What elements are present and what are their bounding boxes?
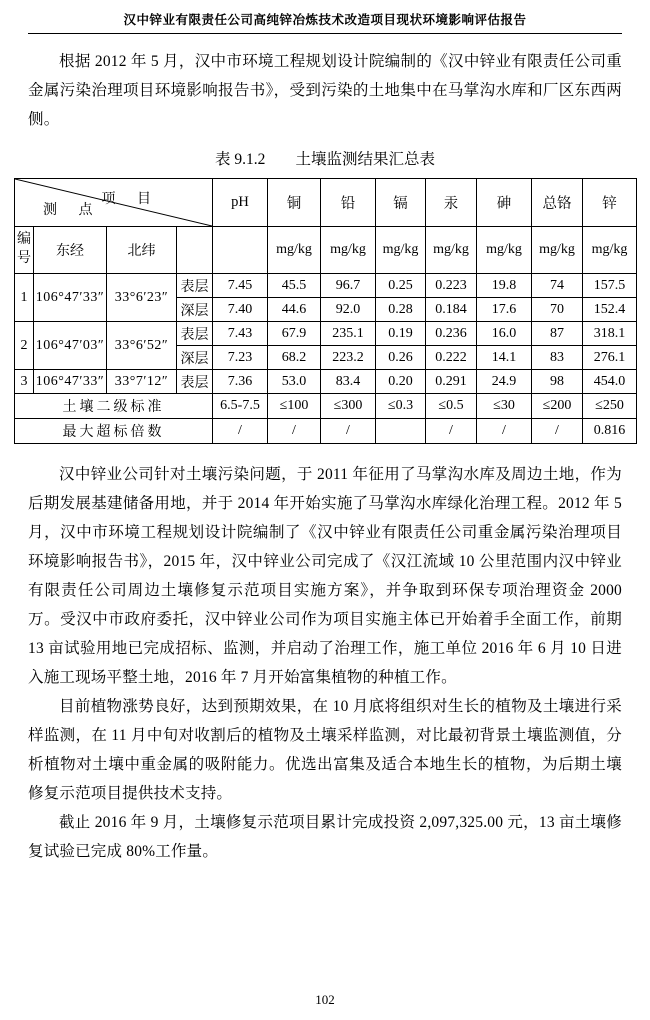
value-cell: 0.223 (426, 274, 477, 298)
value-cell: 44.6 (268, 298, 321, 322)
unit-cell: mg/kg (321, 227, 376, 274)
value-cell: 7.23 (213, 346, 268, 370)
table-header-row-2 (15, 227, 637, 274)
standard-value: ≤0.5 (426, 394, 477, 419)
unit-cell: mg/kg (268, 227, 321, 274)
value-cell: 14.1 (477, 346, 532, 370)
standard-value: ≤30 (477, 394, 532, 419)
standard-value: ≤100 (268, 394, 321, 419)
value-cell: 454.0 (583, 370, 637, 394)
table-header-row-1 (15, 179, 637, 227)
value-cell: 83.4 (321, 370, 376, 394)
diagonal-label-point: 测 点 (43, 203, 102, 218)
site3-surface-row (15, 370, 637, 394)
value-cell: 70 (532, 298, 583, 322)
exceed-row-label: 最大超标倍数 (15, 419, 213, 444)
unit-cell: mg/kg (583, 227, 637, 274)
value-cell: 0.184 (426, 298, 477, 322)
exceed-row (15, 419, 637, 444)
layer-label: 表层 (177, 274, 213, 298)
site-longitude: 106°47′33″ (34, 370, 107, 394)
value-cell: 7.43 (213, 322, 268, 346)
value-cell: 0.222 (426, 346, 477, 370)
value-cell: 45.5 (268, 274, 321, 298)
standard-value: ≤0.3 (376, 394, 426, 419)
column-header-copper: 铜 (268, 179, 321, 227)
value-cell: 7.40 (213, 298, 268, 322)
table-caption (28, 147, 622, 169)
column-header-ph: pH (213, 179, 268, 227)
site-longitude: 106°47′33″ (34, 274, 107, 322)
value-cell: 0.19 (376, 322, 426, 346)
exceed-value: / (213, 419, 268, 444)
column-header-cadmium: 镉 (376, 179, 426, 227)
soil-monitoring-table (14, 178, 637, 444)
value-cell: 223.2 (321, 346, 376, 370)
value-cell: 318.1 (583, 322, 637, 346)
paragraph-remediation-history: 汉中锌业公司针对土壤污染问题，于 2011 年征用了马掌沟水库及周边土地，作为后期发展基建储备用地，并于 2014 年开始实施了马掌沟水库绿化治理工程。2012 年 5 月，汉中市环境工程规划设计院编制了《汉中锌业有限责任公司重金属污染治理项目环境影响报告书》，2015 年，汉中锌业公司完成了《汉江流域 10 公里范围内汉中锌业有限责任公司周边土壤修复示范项目实施方案》，并争取到环保专项治理资金 2000 万。受汉中市政府委托，汉中锌业公司作为项目实施主体已开始着手全面工作，前期 13 亩试验用地已完成招标、监测，并启动了治理工作，施工单位 2016 年 6 月 10 日进入施工现场平整土地，2016 年 7 月开始富集植物的种植工作。 (28, 466, 622, 686)
value-cell: 0.20 (376, 370, 426, 394)
diagonal-header-cell (15, 179, 213, 227)
diagonal-label-item: 项 目 (101, 192, 160, 207)
value-cell: 92.0 (321, 298, 376, 322)
value-cell: 17.6 (477, 298, 532, 322)
unit-cell: mg/kg (426, 227, 477, 274)
value-cell: 74 (532, 274, 583, 298)
value-cell: 7.36 (213, 370, 268, 394)
value-cell: 7.45 (213, 274, 268, 298)
value-cell: 87 (532, 322, 583, 346)
unit-cell (213, 227, 268, 274)
running-head-title: 汉中锌业有限责任公司高纯锌冶炼技术改造项目现状环境影响评估报告 (28, 6, 622, 34)
value-cell: 19.8 (477, 274, 532, 298)
unit-cell: mg/kg (532, 227, 583, 274)
paragraph-intro: 根据 2012 年 5 月，汉中市环境工程规划设计院编制的《汉中锌业有限责任公司重金属污染治理项目环境影响报告书》，受到污染的土地集中在马掌沟水库和厂区东西两侧。 (28, 53, 622, 128)
value-cell: 83 (532, 346, 583, 370)
exceed-value: / (477, 419, 532, 444)
row-header-layer-blank (177, 227, 213, 274)
standard-row (15, 394, 637, 419)
site-id: 1 (15, 274, 34, 322)
value-cell: 16.0 (477, 322, 532, 346)
table-caption-title: 土壤监测结果汇总表 (295, 151, 435, 168)
layer-label: 表层 (177, 322, 213, 346)
site-longitude: 106°47′03″ (34, 322, 107, 370)
row-header-longitude: 东经 (34, 227, 107, 274)
unit-cell: mg/kg (376, 227, 426, 274)
row-header-id: 编号 (15, 227, 34, 274)
value-cell: 98 (532, 370, 583, 394)
value-cell: 67.9 (268, 322, 321, 346)
value-cell: 0.26 (376, 346, 426, 370)
exceed-value: / (268, 419, 321, 444)
layer-label: 表层 (177, 370, 213, 394)
value-cell: 235.1 (321, 322, 376, 346)
value-cell: 0.25 (376, 274, 426, 298)
site1-surface-row (15, 274, 637, 298)
value-cell: 0.291 (426, 370, 477, 394)
exceed-value: / (426, 419, 477, 444)
layer-label: 深层 (177, 346, 213, 370)
value-cell: 152.4 (583, 298, 637, 322)
paragraph-plant-monitoring: 目前植物涨势良好，达到预期效果，在 10 月底将组织对生长的植物及土壤进行采样监测，在 11 月中旬对收割后的植物及土壤采样监测，对比最初背景土壤监测值，分析植物对土壤中重金属的吸附能力。优选出富集及适合本地生长的植物，为后期土壤修复示范项目提供技术支持。 (28, 698, 622, 802)
column-header-zinc: 锌 (583, 179, 637, 227)
unit-cell: mg/kg (477, 227, 532, 274)
value-cell: 0.236 (426, 322, 477, 346)
column-header-chromium: 总铬 (532, 179, 583, 227)
standard-value: ≤200 (532, 394, 583, 419)
value-cell: 53.0 (268, 370, 321, 394)
page-number: 102 (315, 992, 335, 1007)
column-header-lead: 铅 (321, 179, 376, 227)
value-cell: 68.2 (268, 346, 321, 370)
standard-value: 6.5-7.5 (213, 394, 268, 419)
value-cell: 96.7 (321, 274, 376, 298)
layer-label: 深层 (177, 298, 213, 322)
site-latitude: 33°6′52″ (107, 322, 177, 370)
site-latitude: 33°7′12″ (107, 370, 177, 394)
value-cell: 24.9 (477, 370, 532, 394)
site-id: 2 (15, 322, 34, 370)
row-header-latitude: 北纬 (107, 227, 177, 274)
table-caption-number: 表 9.1.2 (215, 151, 266, 168)
exceed-value (376, 419, 426, 444)
standard-value: ≤250 (583, 394, 637, 419)
standard-row-label: 土壤二级标准 (15, 394, 213, 419)
standard-value: ≤300 (321, 394, 376, 419)
exceed-value: 0.816 (583, 419, 637, 444)
site-latitude: 33°6′23″ (107, 274, 177, 322)
exceed-value: / (321, 419, 376, 444)
column-header-arsenic: 砷 (477, 179, 532, 227)
paragraph-investment: 截止 2016 年 9 月，土壤修复示范项目累计完成投资 2,097,325.00 元，13 亩土壤修复试验已完成 80%工作量。 (28, 814, 622, 860)
value-cell: 0.28 (376, 298, 426, 322)
exceed-value: / (532, 419, 583, 444)
site-id: 3 (15, 370, 34, 394)
value-cell: 276.1 (583, 346, 637, 370)
column-header-mercury: 汞 (426, 179, 477, 227)
soil-monitoring-table-wrapper (14, 178, 636, 444)
site2-surface-row (15, 322, 637, 346)
value-cell: 157.5 (583, 274, 637, 298)
